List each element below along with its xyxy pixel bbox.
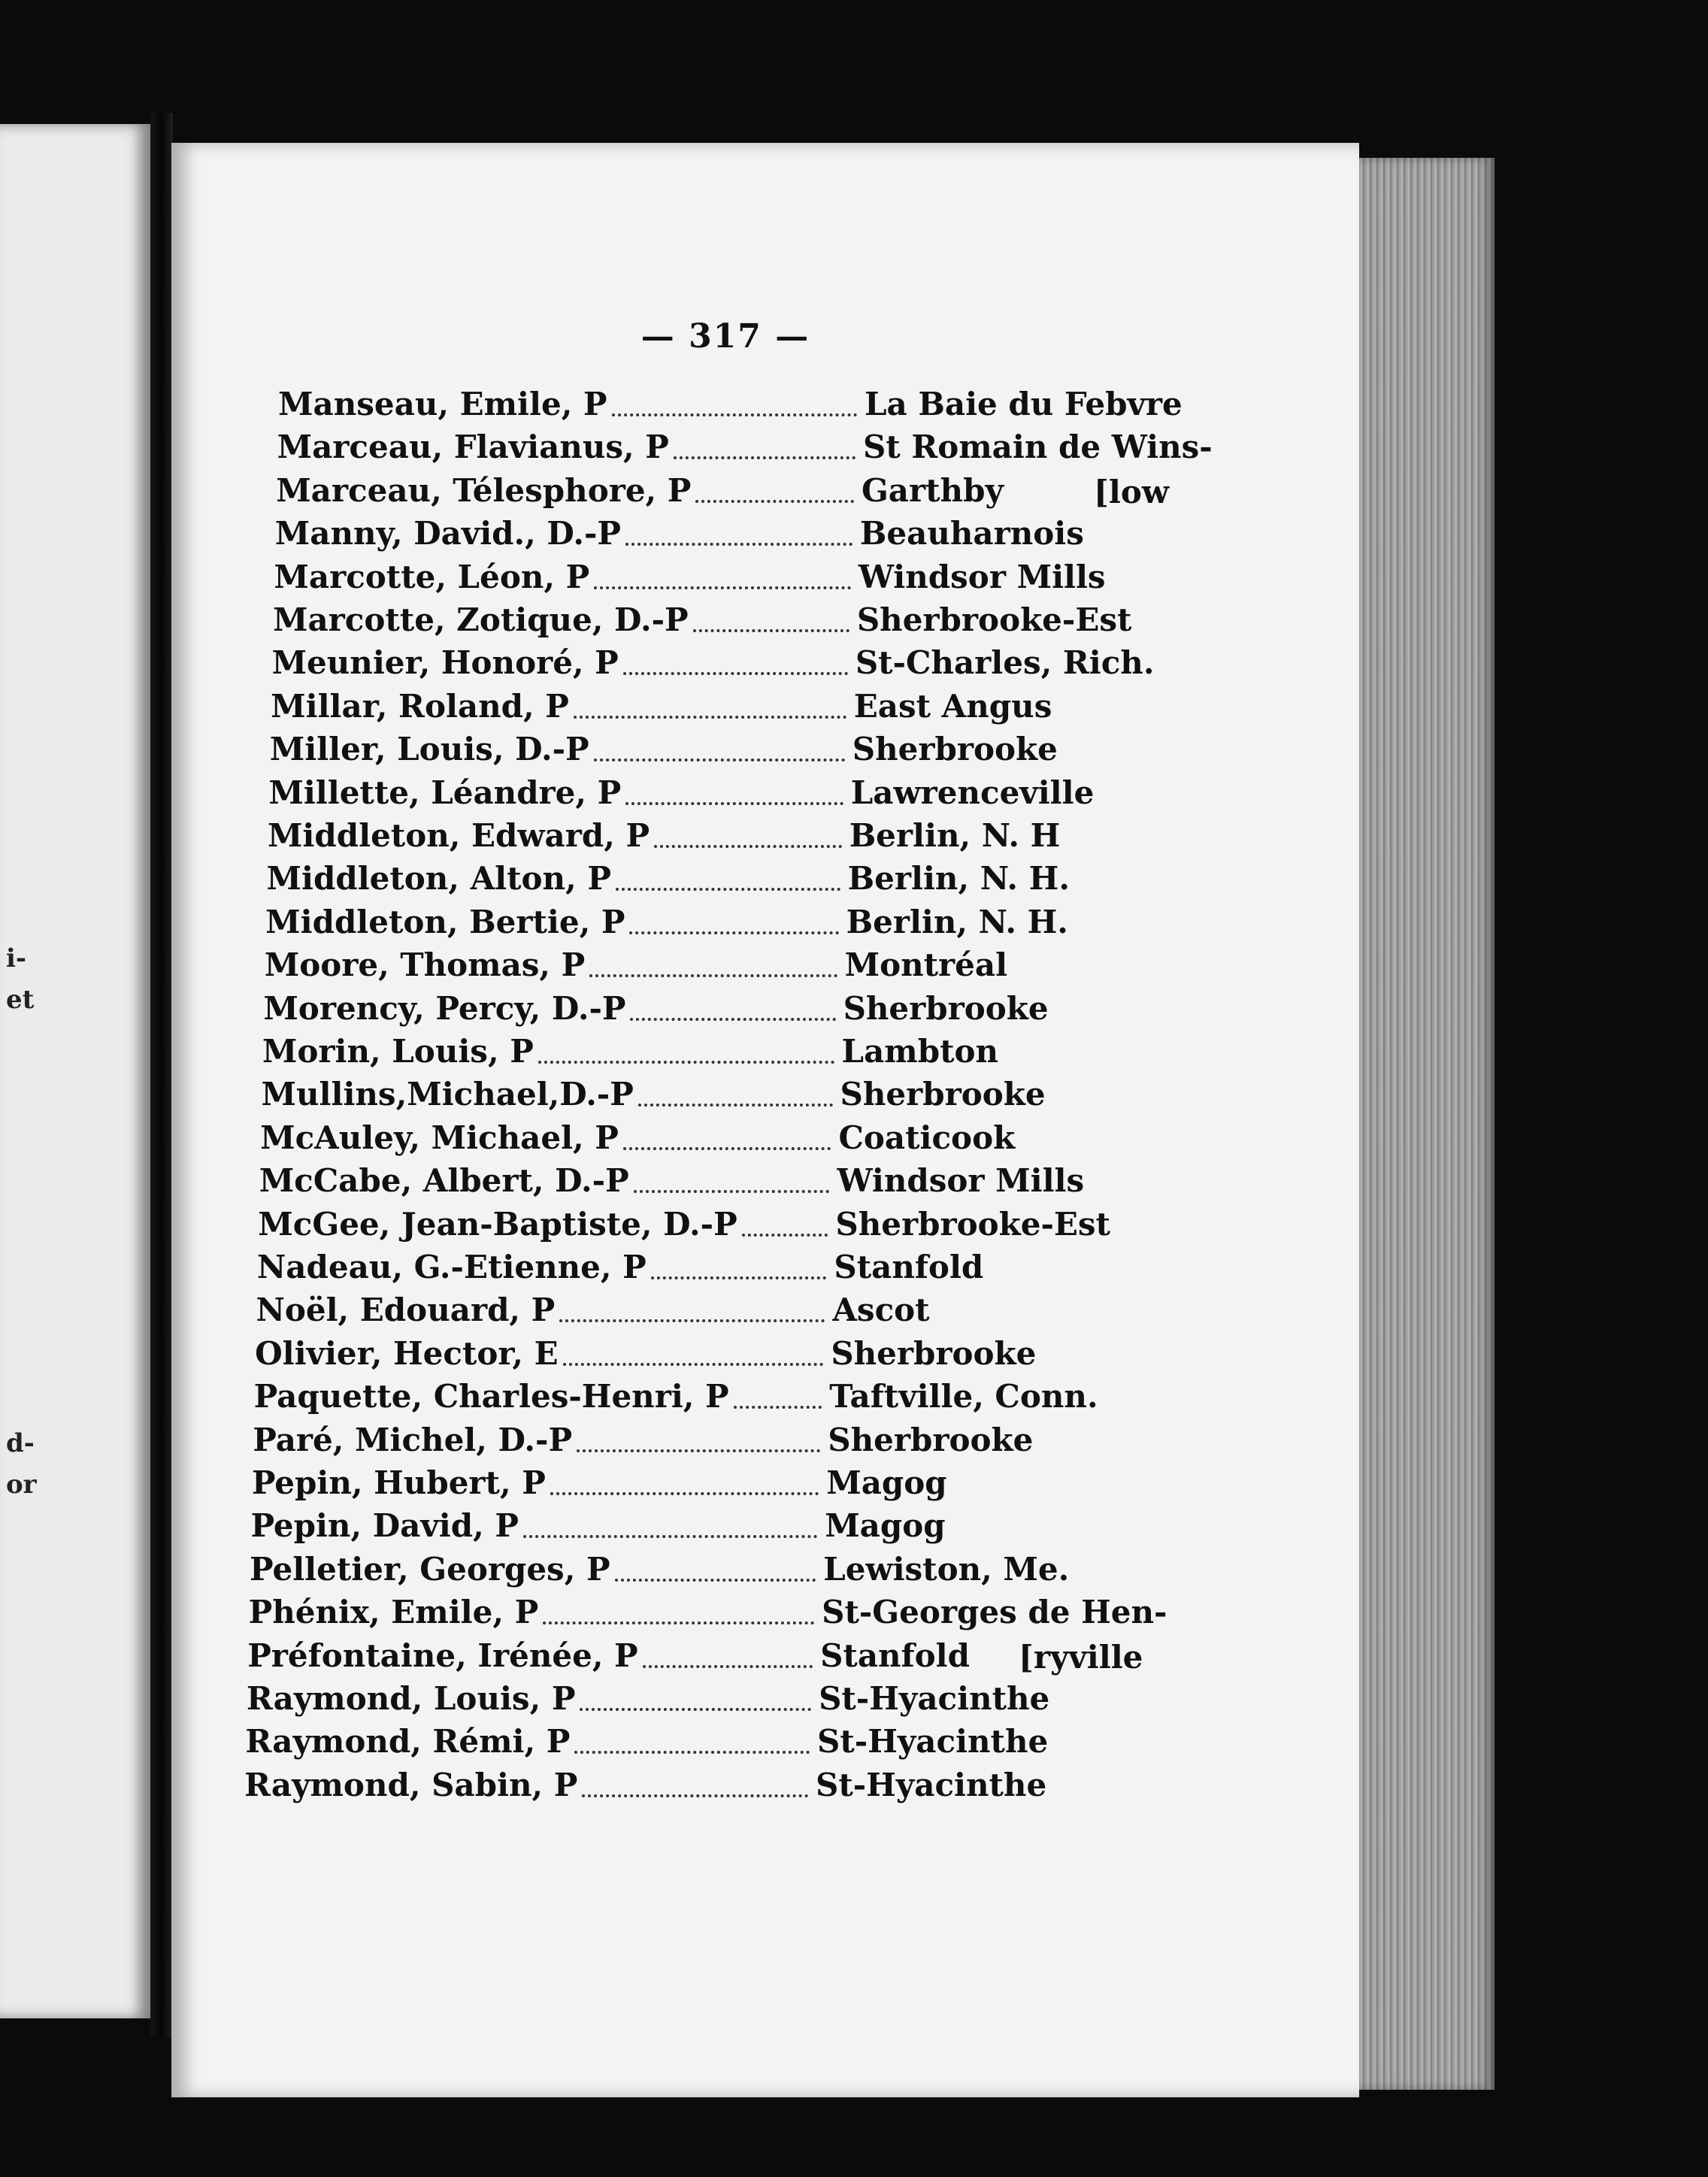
list-item (265, 901, 1161, 943)
dot-leader (693, 629, 849, 632)
entry-name: Millar, Roland, P (271, 687, 569, 725)
entry-name: Raymond, Rémi, P (245, 1723, 571, 1761)
entry-name: Phénix, Emile, P (248, 1594, 539, 1631)
entry-place: Garthby (861, 471, 1004, 509)
entry-name: Morin, Louis, P (262, 1033, 534, 1070)
list-item (262, 1073, 1162, 1116)
list-item (263, 988, 1161, 1030)
left-page-fragment: d- (6, 1428, 35, 1458)
entry-place: Taftville, Conn. (829, 1378, 1098, 1416)
entry-place: Magog (826, 1464, 947, 1501)
line-continuation: [low (1094, 473, 1169, 510)
dot-leader (543, 1621, 814, 1624)
list-item (245, 1721, 1161, 1763)
dot-leader (594, 586, 851, 589)
dot-leader (638, 1104, 833, 1107)
dot-leader (538, 1061, 834, 1064)
entry-place: Sherbrooke-Est (856, 601, 1132, 638)
dot-leader (651, 1276, 827, 1279)
entry-place: St-Hyacinthe (816, 1766, 1047, 1803)
dot-leader (550, 1492, 819, 1495)
dot-leader (589, 974, 837, 977)
entry-name: Millette, Léandre, P (268, 774, 622, 811)
entry-place: Lewiston, Me. (823, 1550, 1070, 1588)
list-item (267, 858, 1161, 900)
entry-place: St-Charles, Rich. (855, 644, 1155, 682)
dot-leader (623, 672, 848, 675)
list-item (252, 1462, 1161, 1504)
entry-place: Windsor Mills (837, 1162, 1085, 1200)
dot-leader (612, 413, 857, 416)
list-item (253, 1419, 1161, 1461)
entry-name: Mullins,Michael,D.-P (261, 1076, 634, 1113)
entry-name: Olivier, Hector, E (255, 1334, 559, 1372)
entry-place: East Angus (853, 687, 1052, 725)
list-item (254, 1376, 1161, 1418)
entry-place: Stanfold (834, 1249, 984, 1285)
dot-leader (634, 1190, 830, 1193)
entry-name: Marcotte, Zotique, D.-P (272, 601, 689, 638)
list-item (256, 1289, 1161, 1331)
entry-place: Berlin, N. H. (847, 860, 1070, 898)
entry-place: Lambton (841, 1033, 999, 1070)
dot-leader (594, 758, 845, 761)
left-page-fragment: or (6, 1470, 37, 1500)
entry-name: Noël, Edouard, P (256, 1291, 556, 1329)
left-page-fragment: et (6, 985, 35, 1015)
entry-place: Sherbrooke-Est (835, 1205, 1110, 1243)
entry-name: Middleton, Alton, P (266, 860, 611, 898)
list-item (271, 686, 1161, 728)
list-item (260, 1117, 1161, 1159)
list-item (255, 1333, 1161, 1375)
list-item (273, 599, 1161, 641)
entry-place: Berlin, N. H. (846, 903, 1068, 940)
entry-name: Paquette, Charles-Henri, P (253, 1378, 729, 1416)
left-page-fragment: i- (6, 943, 27, 973)
list-item (277, 426, 1213, 468)
entry-place: Montréal (844, 946, 1008, 984)
entry-name: Paré, Michel, D.-P (253, 1421, 573, 1458)
dot-leader (523, 1535, 817, 1538)
list-item (258, 1204, 1161, 1246)
entry-name: Morency, Percy, D.-P (263, 989, 626, 1027)
entry-place: Ascot (832, 1291, 930, 1329)
entry-place: Sherbrooke (852, 731, 1058, 768)
dot-leader (574, 716, 846, 719)
list-item (275, 513, 1161, 555)
list-item (250, 1505, 1161, 1547)
dot-leader (574, 1751, 810, 1754)
list-item (247, 1678, 1161, 1720)
entry-place: La Baie du Febvre (865, 386, 1183, 422)
dot-leader (559, 1319, 825, 1322)
dot-leader (625, 543, 852, 546)
list-item (259, 1160, 1161, 1202)
entry-name: Marceau, Flavianus, P (277, 428, 669, 466)
dot-leader (629, 931, 838, 934)
list-item (250, 1549, 1161, 1591)
list-item (257, 1246, 1161, 1288)
list-item (268, 772, 1161, 814)
entry-name: Raymond, Louis, P (246, 1680, 576, 1717)
dot-leader (580, 1708, 811, 1711)
dot-leader (630, 1018, 835, 1021)
dot-leader (616, 888, 840, 891)
list-item (270, 728, 1161, 771)
entry-place: Lawrenceville (850, 774, 1095, 811)
dot-leader (577, 1449, 820, 1452)
list-item (276, 470, 1161, 512)
entry-place: Sherbrooke (843, 989, 1049, 1027)
entry-name: Meunier, Honoré, P (271, 644, 619, 682)
entry-place: St-Georges de Hen- (822, 1594, 1167, 1631)
list-item (244, 1764, 1161, 1806)
entry-name: Préfontaine, Irénée, P (247, 1637, 638, 1674)
dot-leader (643, 1665, 813, 1668)
entry-name: Raymond, Sabin, P (244, 1766, 578, 1803)
entry-place: Coaticook (838, 1119, 1016, 1156)
entry-name: Pepin, Hubert, P (251, 1464, 546, 1501)
dot-leader (615, 1579, 816, 1582)
entry-name: Manseau, Emile, P (278, 386, 607, 422)
dot-leader (582, 1794, 808, 1797)
entry-name: Manny, David., D.-P (274, 515, 621, 553)
list-item (268, 815, 1161, 857)
list-item (272, 642, 1161, 684)
entry-name: Nadeau, G.-Etienne, P (256, 1249, 647, 1285)
dot-leader (563, 1363, 824, 1366)
dot-leader (742, 1234, 828, 1237)
entry-place: Sherbrooke (831, 1334, 1037, 1372)
entry-name: Miller, Louis, D.-P (269, 731, 589, 768)
entry-name: Middleton, Bertie, P (265, 903, 625, 940)
entry-place: St-Hyacinthe (817, 1723, 1049, 1761)
list-item (274, 556, 1161, 598)
list-item (265, 944, 1161, 986)
dot-leader (695, 500, 854, 503)
entry-name: Pepin, David, P (250, 1507, 519, 1545)
page-number: — 317 — (640, 317, 810, 356)
entry-place: Stanfold (820, 1637, 970, 1674)
entry-name: McCabe, Albert, D.-P (259, 1162, 629, 1200)
entry-name: McAuley, Michael, P (260, 1119, 619, 1156)
entry-place: Windsor Mills (858, 558, 1106, 595)
entry-name: McGee, Jean-Baptiste, D.-P (258, 1205, 737, 1243)
entry-name: Marcotte, Léon, P (274, 558, 590, 595)
entry-name: Pelletier, Georges, P (250, 1550, 610, 1588)
list-item (278, 383, 1183, 425)
line-continuation: [ryville (1019, 1638, 1143, 1676)
dot-leader (734, 1406, 822, 1409)
entry-place: Sherbrooke (828, 1421, 1034, 1458)
entry-place: Magog (825, 1507, 946, 1545)
dot-leader (623, 1147, 831, 1150)
entry-place: Beauharnois (859, 515, 1084, 553)
entry-place: Berlin, N. H (849, 817, 1061, 854)
dot-leader (625, 802, 843, 805)
entry-name: Middleton, Edward, P (267, 817, 650, 854)
entry-place: St Romain de Wins- (862, 428, 1213, 466)
entry-place: St-Hyacinthe (819, 1680, 1050, 1717)
entry-name: Marceau, Télesphore, P (276, 471, 692, 509)
entry-place: Sherbrooke (840, 1076, 1046, 1113)
list-item (262, 1031, 1161, 1073)
list-item (248, 1591, 1167, 1634)
entry-name: Moore, Thomas, P (264, 946, 586, 984)
dot-leader (674, 456, 856, 459)
dot-leader (654, 845, 842, 848)
